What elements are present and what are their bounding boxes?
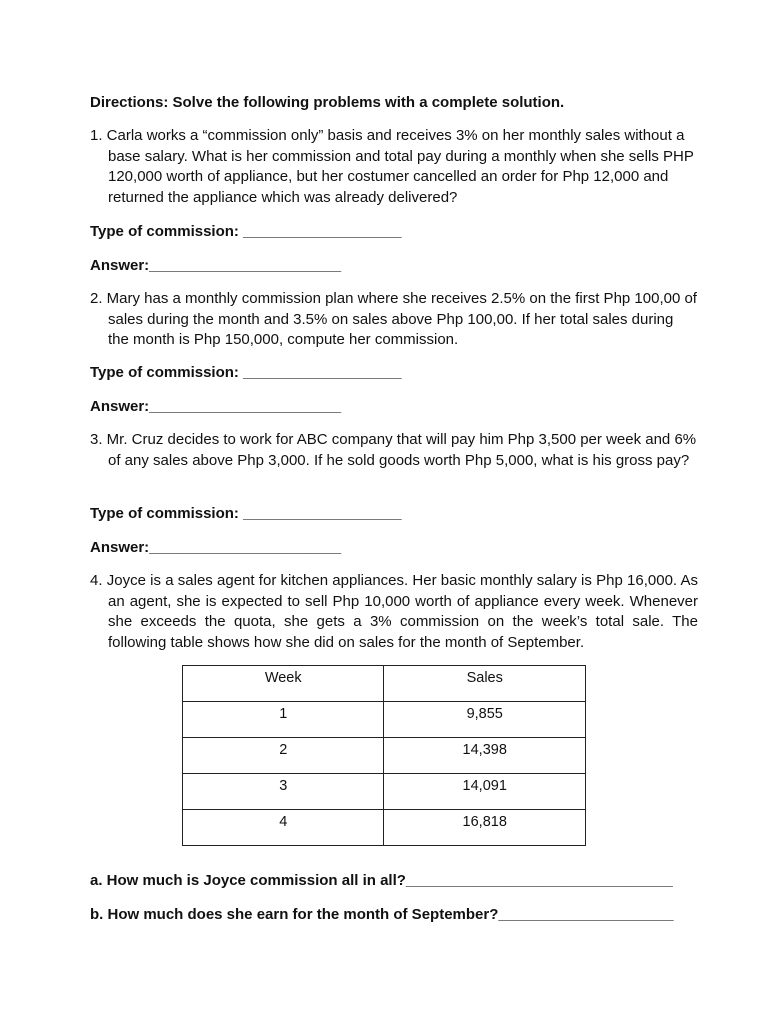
table-row [183,774,586,810]
problem-3-answer-label: Answer:_______________________ [90,539,342,556]
table-cell-sales: 14,398 [384,738,586,774]
table-header-row [183,666,586,702]
table-cell-sales: 14,091 [384,774,586,810]
table-cell-week: 2 [183,738,384,774]
table-cell-week: 1 [183,702,384,738]
table-header-sales: Sales [384,666,586,702]
question-b: b. How much does she earn for the month of September?_____________________ [90,906,674,923]
sales-table [182,665,586,846]
problem-3-type-label: Type of commission: ___________________ [90,505,402,522]
question-a: a. How much is Joyce commission all in all?________________________________ [90,872,673,889]
table-row [183,738,586,774]
table-cell-sales: 16,818 [384,810,586,846]
table-cell-week: 3 [183,774,384,810]
problem-2-answer-label: Answer:_______________________ [90,398,342,415]
problem-1-type-label: Type of commission: ___________________ [90,223,402,240]
table-header-week: Week [183,666,384,702]
problem-2-type-label: Type of commission: ___________________ [90,364,402,381]
directions-heading: Directions: Solve the following problems with a complete solution. [90,94,565,111]
table-row [183,702,586,738]
problem-2-text: 2. Mary has a monthly commission plan where she receives 2.5% on the first Php 100,00 of sales during the month and 3.5% on sales above Php 100,00. If her total sales during the month is Php 150,000, compute her commission. [90,290,697,348]
table-cell-sales: 9,855 [384,702,586,738]
table-cell-week: 4 [183,810,384,846]
table-row [183,810,586,846]
problem-1-text: 1. Carla works a “commission only” basis and receives 3% on her monthly sales without a base salary. What is her commission and total pay during a monthly when she sells PHP 120,000 worth of appliance, but her costumer cancelled an order for Php 12,000 and returned the appliance which was already delivered? [90,127,694,206]
problem-1-answer-label: Answer:_______________________ [90,257,342,274]
problem-3-text: 3. Mr. Cruz decides to work for ABC company that will pay him Php 3,500 per week and 6% of any sales above Php 3,000. If he sold goods worth Php 5,000, what is his gross pay? [90,431,697,469]
problem-4-text: 4. Joyce is a sales agent for kitchen appliances. Her basic monthly salary is Php 16,000. As an agent, she is expected to sell Php 10,000 worth of appliance every week. Whenever she exceeds the quota, she gets a 3% commission on the week’s total sale. The following table shows how she did on sales for the month of September. [90,572,698,651]
